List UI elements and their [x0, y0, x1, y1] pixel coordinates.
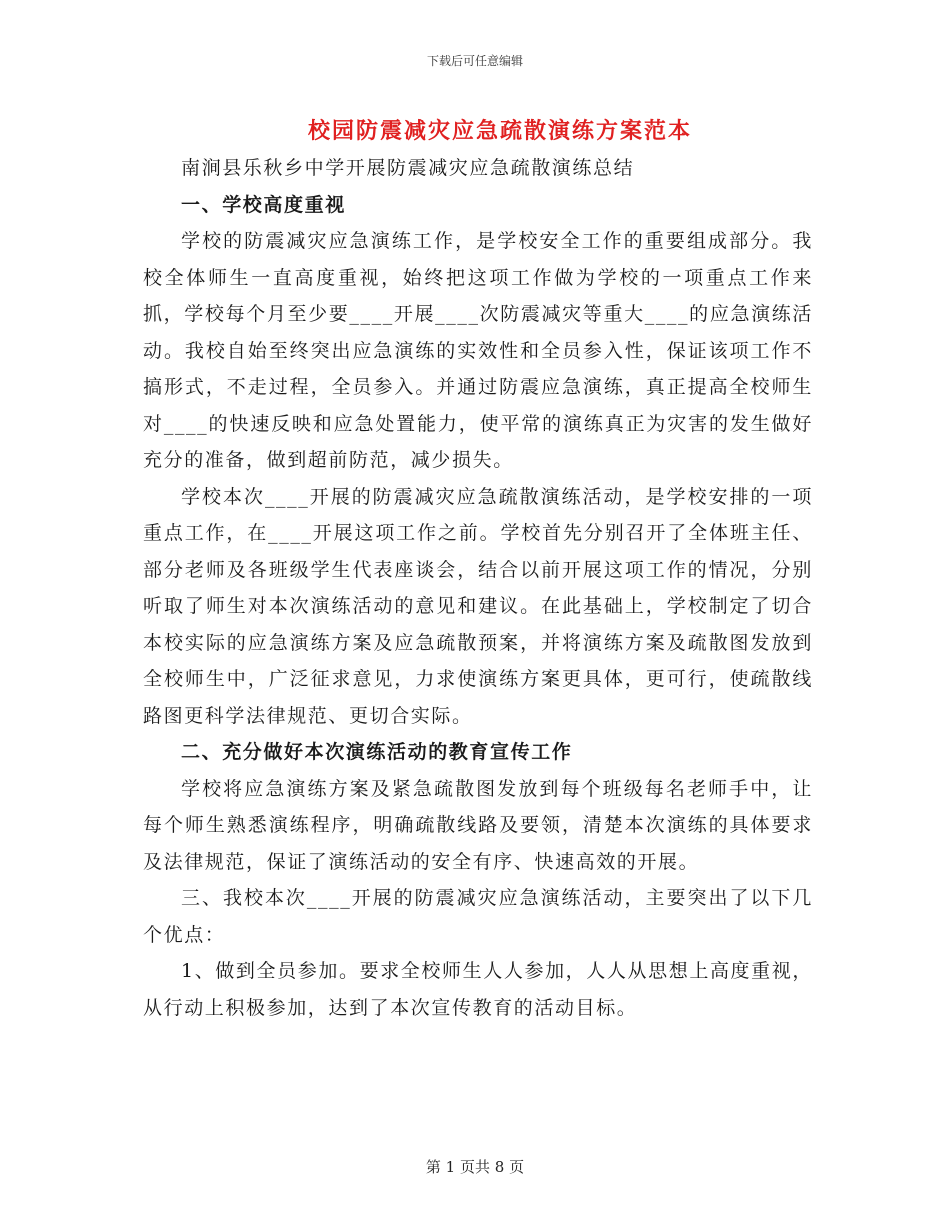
- section-heading-1: 一、学校高度重视: [181, 193, 346, 216]
- page-number: 第 1 页共 8 页: [425, 1158, 525, 1176]
- section-3-paragraph: 三、我校本次____开展的防震减灾应急演练活动，主要突出了以下几个优点：: [143, 887, 813, 946]
- body-paragraph: 学校的防震减灾应急演练工作，是学校安全工作的重要组成部分。我校全体师生一直高度重视，始终把这项工作做为学校的一项重点工作来抓，学校每个月至少要____开展____次防震减灾等重大____的应急演练活动。我校自始至终突出应急演练的实效性和全员参入性，保证该项工作不搞形式，不走过程，全员参入。并通过防震应急演练，真正提高全校师生对____的快速反映和应急处置能力，使平常的演练真正为灾害的发生做好充分的准备，做到超前防范，减少损失。: [143, 230, 813, 471]
- body-paragraph: 学校将应急演练方案及紧急疏散图发放到每个班级每名老师手中，让每个师生熟悉演练程序，明确疏散线路及要领，清楚本次演练的具体要求及法律规范，保证了演练活动的安全有序、快速高效的开展。: [143, 777, 813, 873]
- section-heading-2: 二、充分做好本次演练活动的教育宣传工作: [181, 741, 573, 763]
- document-subtitle: 南涧县乐秋乡中学开展防震减灾应急疏散演练总结: [181, 157, 635, 179]
- document-body: [143, 150, 813, 1026]
- document-title: 校园防震减灾应急疏散演练方案范本: [307, 118, 692, 144]
- page-header: 下载后可任意编辑: [426, 54, 523, 68]
- list-item-paragraph: 1、做到全员参加。要求全校师生人人参加，人人从思想上高度重视，从行动上积极参加，达到了本次宣传教育的活动目标。: [143, 960, 813, 1019]
- body-paragraph: 学校本次____开展的防震减灾应急疏散演练活动，是学校安排的一项重点工作，在____开展这项工作之前。学校首先分别召开了全体班主任、部分老师及各班级学生代表座谈会，结合以前开展这项工作的情况，分别听取了师生对本次演练活动的意见和建议。在此基础上，学校制定了切合本校实际的应急演练方案及应急疏散预案，并将演练方案及疏散图发放到全校师生中，广泛征求意见，力求使演练方案更具体，更可行，使疏散线路图更科学法律规范、更切合实际。: [143, 485, 813, 727]
